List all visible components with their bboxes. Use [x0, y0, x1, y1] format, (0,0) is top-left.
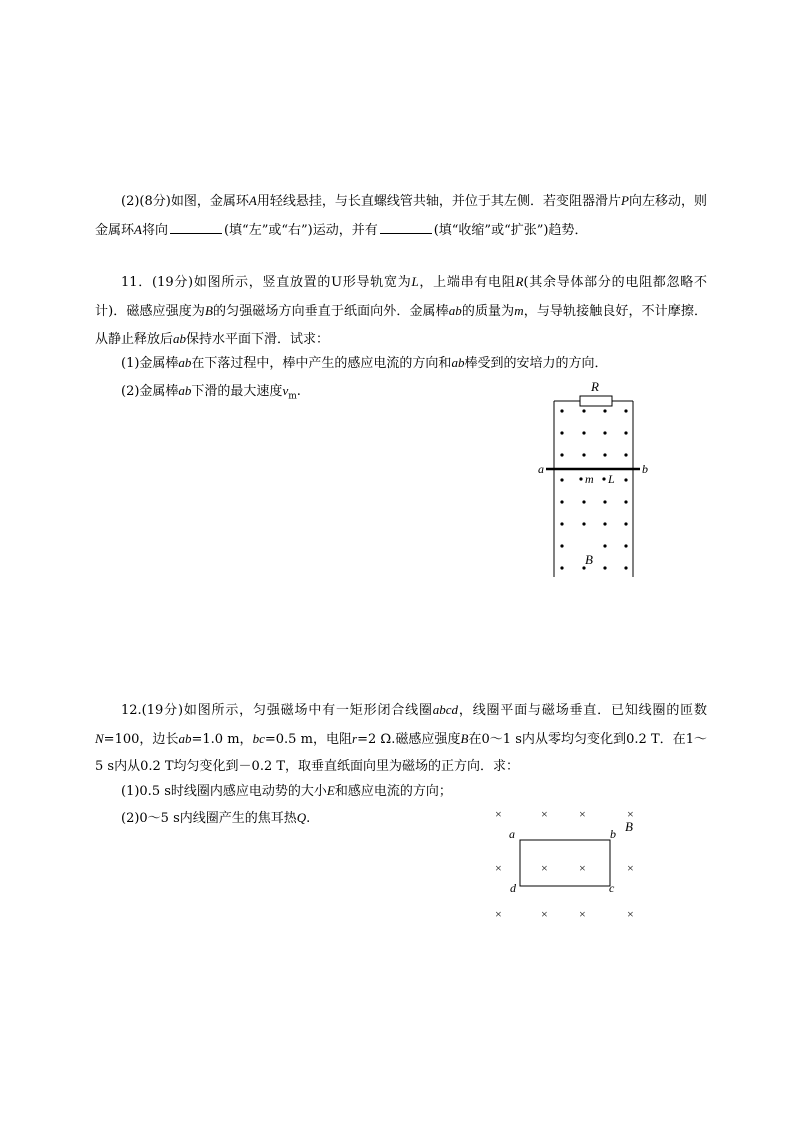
- q11-text: 11．(19分)如图所示，竖直放置的U形导轨宽为L，上端串有电阻R(其余导体部分的电阻都忽略不计)．磁感应强度为B的匀强磁场方向垂直于纸面向外．金属棒ab的质量为m，与导轨接触良好，不计摩擦．从静止释放后ab保持水平面下滑．试求：: [95, 274, 707, 347]
- field-dot: [560, 522, 563, 525]
- field-cross: ×: [627, 861, 634, 875]
- label-a: a: [509, 827, 515, 841]
- field-dot: [582, 431, 585, 434]
- field-dot: [624, 522, 627, 525]
- field-dot: [560, 409, 563, 412]
- answer-blank-trend[interactable]: [380, 221, 432, 234]
- field-cross: ×: [579, 861, 586, 875]
- field-dot: [582, 500, 585, 503]
- field-cross: ×: [627, 907, 634, 920]
- label-B: B: [585, 552, 593, 567]
- label-c: c: [609, 881, 615, 895]
- magnetic-field-dots: [560, 409, 627, 569]
- field-dot: [579, 477, 582, 480]
- field-dot: [603, 522, 606, 525]
- q12-text: 12.(19分)如图所示，匀强磁场中有一矩形闭合线圈abcd，线圈平面与磁场垂直．已知线圈的匝数N=100，边长ab=1.0 m，bc=0.5 m，电阻r=2 Ω.磁感应强度B在0～1 s内从零均匀变化到0.2 T．在1～5 s内从0.2 T均匀变化到－0.2 T，取垂直纸面向里为磁场的正方向．求：: [95, 702, 707, 774]
- q11-sub1: (1)金属棒ab在下落过程中，棒中产生的感应电流的方向和ab棒受到的安培力的方向．: [121, 355, 608, 371]
- field-dot: [624, 500, 627, 503]
- field-dot: [603, 544, 606, 547]
- field-dot: [603, 409, 606, 412]
- field-cross: ×: [495, 807, 502, 821]
- field-dot: [603, 566, 606, 569]
- field-dot: [624, 431, 627, 434]
- label-B: B: [625, 819, 633, 834]
- field-dot: [603, 431, 606, 434]
- coil-abcd: [520, 840, 610, 886]
- field-dot: [560, 544, 563, 547]
- field-dot: [582, 453, 585, 456]
- field-cross: ×: [495, 907, 502, 920]
- field-dot: [624, 544, 627, 547]
- field-dot: [582, 566, 585, 569]
- field-cross: ×: [579, 807, 586, 821]
- field-dot: [560, 566, 563, 569]
- label-L: L: [608, 472, 615, 486]
- field-dot: [560, 500, 563, 503]
- field-cross: ×: [579, 907, 586, 920]
- field-cross: ×: [627, 807, 634, 821]
- field-dot: [624, 566, 627, 569]
- magnetic-field-crosses: [495, 807, 634, 920]
- field-cross: ×: [541, 861, 548, 875]
- label-b: b: [642, 462, 648, 476]
- resistor: [580, 396, 612, 406]
- label-a: a: [538, 462, 544, 476]
- q10-part2-text: (2)(8分)如图，金属环A用轻线悬挂，与长直螺线管共轴，并位于其左侧．若变阻器滑片P向左移动，则金属环A将向 (填“左”或“右”)运动，并有 (填“收缩”或“扩张”)趋势．: [95, 193, 707, 238]
- field-dot: [560, 431, 563, 434]
- field-dot: [560, 478, 563, 481]
- label-m: m: [585, 472, 594, 486]
- q12-sub2: (2)0～5 s内线圈产生的焦耳热Q.: [121, 810, 311, 826]
- field-dot: [582, 522, 585, 525]
- field-cross: ×: [541, 907, 548, 920]
- field-dot: [560, 453, 563, 456]
- field-dot: [624, 453, 627, 456]
- field-cross: ×: [541, 807, 548, 821]
- field-cross: ×: [495, 861, 502, 875]
- q12-sub1: (1)0.5 s时线圈内感应电动势的大小E和感应电流的方向；: [121, 783, 452, 799]
- field-dot: [603, 453, 606, 456]
- field-dot: [624, 409, 627, 412]
- label-d: d: [510, 881, 516, 895]
- label-b: b: [610, 827, 616, 841]
- answer-blank-direction[interactable]: [170, 221, 222, 234]
- field-dot: [602, 477, 605, 480]
- q11-sub2: (2)金属棒ab下滑的最大速度$v_m$.: [121, 383, 301, 402]
- field-dot: [603, 500, 606, 503]
- figure-11-rails: [530, 375, 660, 580]
- figure-12-coil: [485, 800, 645, 920]
- resistor-label: R: [591, 379, 599, 394]
- field-dot: [624, 478, 627, 481]
- field-dot: [582, 409, 585, 412]
